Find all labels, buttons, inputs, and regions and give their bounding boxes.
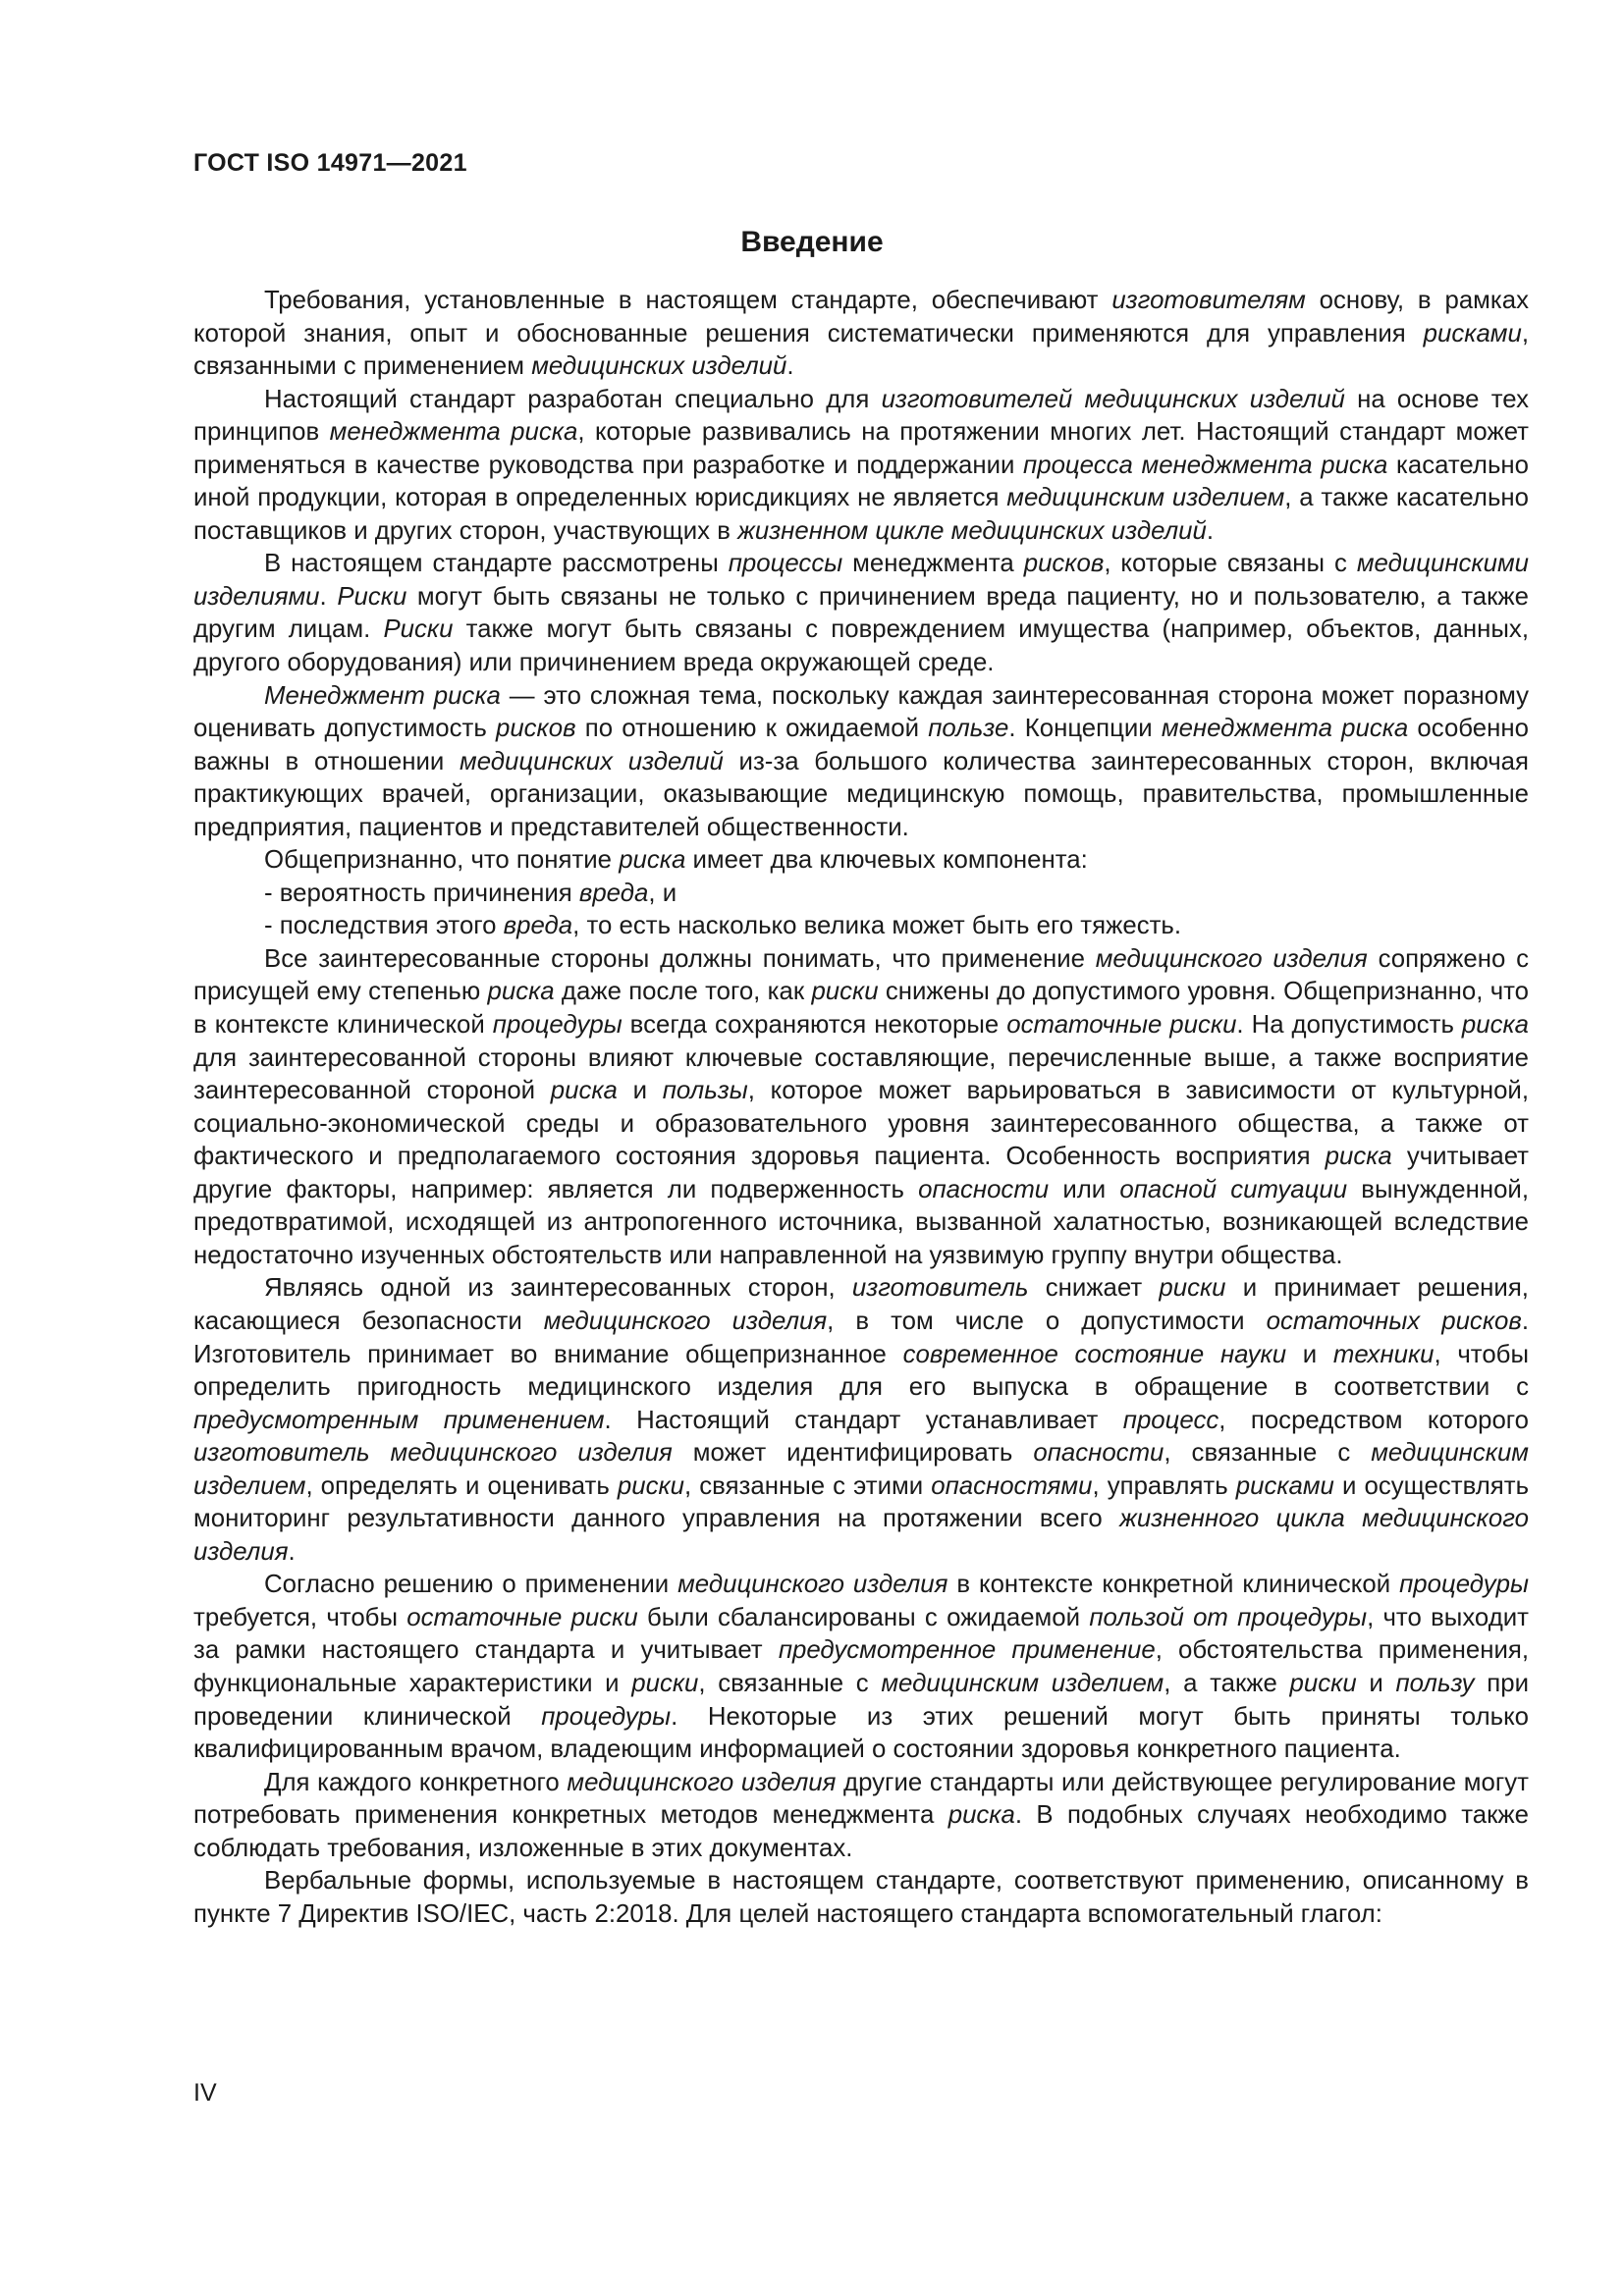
text-run: Для каждого конкретного [264,1768,568,1796]
italic-term: медицинским изделием [1006,484,1285,512]
text-run: . [288,1537,296,1566]
text-run: , которые развивались на протяжении многих лет. Настоящий стандарт может применяться в качестве руководства при разработке и поддержании [193,418,1529,479]
text-run: . Некоторые из этих решений могут быть приняты только квалифицированным врачом, владеющим информацией о состоянии здоровья конкретного пациента. [193,1702,1529,1764]
text-run: Все заинтересованные стороны должны понимать, что применение [264,944,1096,973]
text-run: , и [648,879,677,907]
text-run: могут быть связаны не только с причинением вреда пациенту, но и пользователю, а также другим лицам. [193,582,1529,644]
italic-term: рисков [495,715,576,743]
text-run: , связанными с применением [193,319,1529,381]
text-run: Настоящий стандарт разработан специально для [264,385,882,413]
section-title: Введение [740,226,884,258]
italic-term: опасности [1033,1439,1164,1468]
italic-term: остаточные риски [1006,1011,1237,1040]
text-run: . На допустимость [1236,1011,1462,1040]
text-run: вынужденной, предотвратимой, исходящей из антропогенного источника, вызванной халатностью, возникающей вследствие недостаточно изученных обстоятельств или направленной на уязвимую группу внутри общества. [193,1175,1529,1269]
text-run: , управлять [1092,1471,1236,1500]
paragraph [193,680,1529,845]
text-run: и принимает решения, касающиеся безопасности [193,1274,1529,1335]
italic-term: предусмотренным применением [193,1406,605,1434]
italic-term: жизненного цикла медицинского изделия [193,1505,1529,1566]
italic-term: риски [1289,1669,1357,1697]
text-run: . [786,352,794,381]
italic-term: пользе [928,715,1009,743]
text-run: , чтобы определить пригодность медицинского изделия для его выпуска в обращение в соответствии с [193,1340,1529,1402]
list-item [193,910,1529,943]
text-run: даже после того, как [554,978,812,1006]
italic-term: Риски [337,582,407,611]
paragraph [193,943,1529,1272]
paragraph [193,1865,1529,1931]
document-body [193,285,1529,1931]
list-item [193,878,1529,911]
paragraph [193,285,1529,384]
italic-term: жизненном цикле медицинских изделий [737,516,1207,545]
italic-term: риска [619,846,686,875]
italic-term: менеджмента риска [329,418,578,447]
text-run: другие стандарты или действующее регулирование могут потребовать применения конкретных методов менеджмента [193,1768,1529,1830]
italic-term: остаточные риски [406,1603,638,1631]
text-run: . Концепции [1008,715,1162,743]
italic-term: Риски [383,615,454,644]
italic-term: рисками [1423,319,1522,347]
italic-term: риска [1325,1143,1392,1171]
text-run: . Изготовитель принимает во внимание общепризнанное [193,1307,1529,1368]
paragraph [193,1767,1529,1866]
italic-term: медицинскими изделиями [193,550,1529,611]
italic-term: риска [947,1801,1015,1830]
paragraph [193,1569,1529,1766]
text-run: снижает [1028,1274,1160,1303]
italic-term: вреда [578,879,649,907]
italic-term: опасной ситуации [1119,1175,1348,1203]
text-run: и осуществлять мониторинг результативности данного управления на протяжении всего [193,1471,1530,1533]
italic-term: процесс [1122,1406,1219,1434]
text-run: из-за большого количества заинтересованных сторон, включая практикующих врачей, организации, оказывающие медицинскую помощь, правительства, промышленные предприятия, пациентов и представителей общественности. [193,747,1529,841]
italic-term: риска [487,978,555,1006]
italic-term: Менеджмент риска [264,681,501,710]
text-run: , связанные с [1164,1439,1372,1468]
italic-term: медицинским изделием [881,1669,1164,1697]
italic-term: предусмотренное применение [778,1636,1156,1665]
italic-term: процедуры [492,1011,623,1040]
text-run: при проведении клинической [193,1669,1529,1731]
text-run: были сбалансированы с ожидаемой [637,1603,1090,1631]
text-run: , а также [1164,1669,1290,1697]
paragraph [193,548,1529,679]
text-run: и [1356,1669,1396,1697]
italic-term: изготовителям [1111,287,1306,314]
text-run: на основе тех принципов [193,385,1529,447]
italic-term: изготовитель [851,1274,1029,1303]
italic-term: процессы [728,550,843,578]
italic-term: риски [631,1669,699,1697]
paragraph [193,844,1529,878]
italic-term: процедуры [1399,1571,1529,1599]
text-run: . В подобных случаях необходимо также соблюдать требования, изложенные в этих документах. [193,1801,1529,1862]
text-run: , что выходит за рамки настоящего стандарта и учитывает [193,1603,1529,1665]
paragraph [193,1272,1529,1569]
text-run: , в том числе о допустимости [827,1307,1267,1335]
italic-term: пользы [662,1077,748,1105]
text-run: Являясь одной из заинтересованных сторон, [264,1274,852,1303]
page-number: IV [193,2079,217,2107]
text-run: Общепризнанно, что понятие [264,846,620,875]
text-run: особенно важны в отношении [193,715,1529,775]
text-run: или [1049,1175,1120,1203]
italic-term: риска [550,1077,618,1105]
text-run: касательно иной продукции, которая в определенных юрисдикциях не является [193,451,1529,512]
text-run: , обстоятельства применения, функциональные характеристики и [193,1636,1529,1697]
text-run: , а также касательно поставщиков и других сторон, участвующих в [193,484,1529,545]
text-run: и [617,1077,663,1105]
text-run: по отношению к ожидаемой [575,715,929,743]
text-run: Согласно решению о применении [264,1571,678,1599]
text-run: для заинтересованной стороны влияют ключевые составляющие, перечисленные выше, а также восприятие заинтересованной стороной [193,1043,1529,1105]
italic-term: риски [1159,1274,1226,1303]
text-run: менеджмента [842,550,1024,578]
italic-term: процедуры [541,1702,672,1731]
text-run: сопряжено с присущей ему степенью [193,944,1529,1006]
italic-term: остаточных рисков [1266,1307,1522,1335]
text-run: основу, в рамках которой знания, опыт и обоснованные решения систематически применяются для управления [193,287,1529,347]
text-run: , связанные с этими [684,1471,932,1500]
italic-term: рисков [1023,550,1105,578]
italic-term: изготовителей медицинских изделий [881,385,1345,413]
text-run: требуется, чтобы [193,1603,407,1631]
text-run: Вербальные формы, используемые в настоящем стандарте, соответствуют применению, описанному в пункте 7 Директив ISO/IEC, часть 2:2018. Для целей настоящего стандарта вспомогательный глагол: [193,1867,1529,1928]
italic-term: медицинского изделия [543,1307,828,1335]
italic-term: риска [1461,1011,1530,1040]
italic-term: современное состояние науки [902,1340,1287,1368]
text-run: , которое может варьироваться в зависимости от культурной, социально-экономической среды и образовательного уровня заинтересованного общества, а также от фактического и предполагаемого состояния здоровья пациента. Особенность восприятия [193,1077,1530,1171]
italic-term: процесса менеджмента риска [1023,451,1388,479]
italic-term: медицинского изделия [1095,944,1368,973]
italic-term: менеджмента риска [1161,715,1409,743]
text-run: имеет два ключевых компонента: [685,846,1088,875]
text-run: . Настоящий стандарт устанавливает [604,1406,1123,1434]
text-run: , то есть насколько велика может быть его тяжесть. [572,912,1182,940]
italic-term: опасностями [931,1471,1093,1500]
text-run: - последствия этого [264,912,504,940]
paragraph [193,384,1529,549]
text-run: также могут быть связаны с повреждением имущества (например, объектов, данных, другого оборудования) или причинением вреда окружающей среде. [193,615,1529,677]
text-run: В настоящем стандарте рассмотрены [264,550,729,578]
italic-term: пользой от процедуры [1089,1603,1368,1631]
italic-term: пользу [1395,1669,1475,1697]
text-run: , которые связаны с [1104,550,1357,578]
text-run: в контексте конкретной клинической [947,1571,1400,1599]
italic-term: опасности [918,1175,1050,1203]
text-run: Требования, установленные в настоящем стандарте, обеспечивают [264,287,1112,314]
text-run: может идентифицировать [672,1439,1034,1468]
italic-term: изготовитель медицинского изделия [193,1439,673,1468]
italic-term: медицинского изделия [677,1571,948,1599]
text-run: , определять и оценивать [305,1471,618,1500]
text-run: - вероятность причинения [264,879,579,907]
italic-term: техники [1332,1340,1435,1368]
text-run: . [319,582,338,611]
italic-term: медицинским изделием [193,1439,1529,1500]
italic-term: риски [811,978,879,1006]
document-header: ГОСТ ISO 14971—2021 [193,149,467,177]
italic-term: риски [617,1471,685,1500]
italic-term: медицинских изделий [531,352,787,381]
text-run: — это сложная тема, поскольку каждая заинтересованная сторона может поразному оценивать допустимость [193,681,1529,743]
text-run: , посредством которого [1218,1406,1529,1434]
text-run: , связанные с [698,1669,882,1697]
text-run: . [1206,516,1214,545]
italic-term: медицинских изделий [460,747,724,775]
italic-term: медицинского изделия [567,1768,837,1796]
text-run: всегда сохраняются некоторые [622,1011,1007,1040]
text-run: учитывает другие факторы, например: является ли подверженность [193,1143,1529,1203]
italic-term: вреда [503,912,573,940]
italic-term: рисками [1235,1471,1334,1500]
text-run: и [1286,1340,1333,1368]
text-run: снижены до допустимого уровня. Общепризнанно, что в контексте клинической [193,978,1530,1040]
